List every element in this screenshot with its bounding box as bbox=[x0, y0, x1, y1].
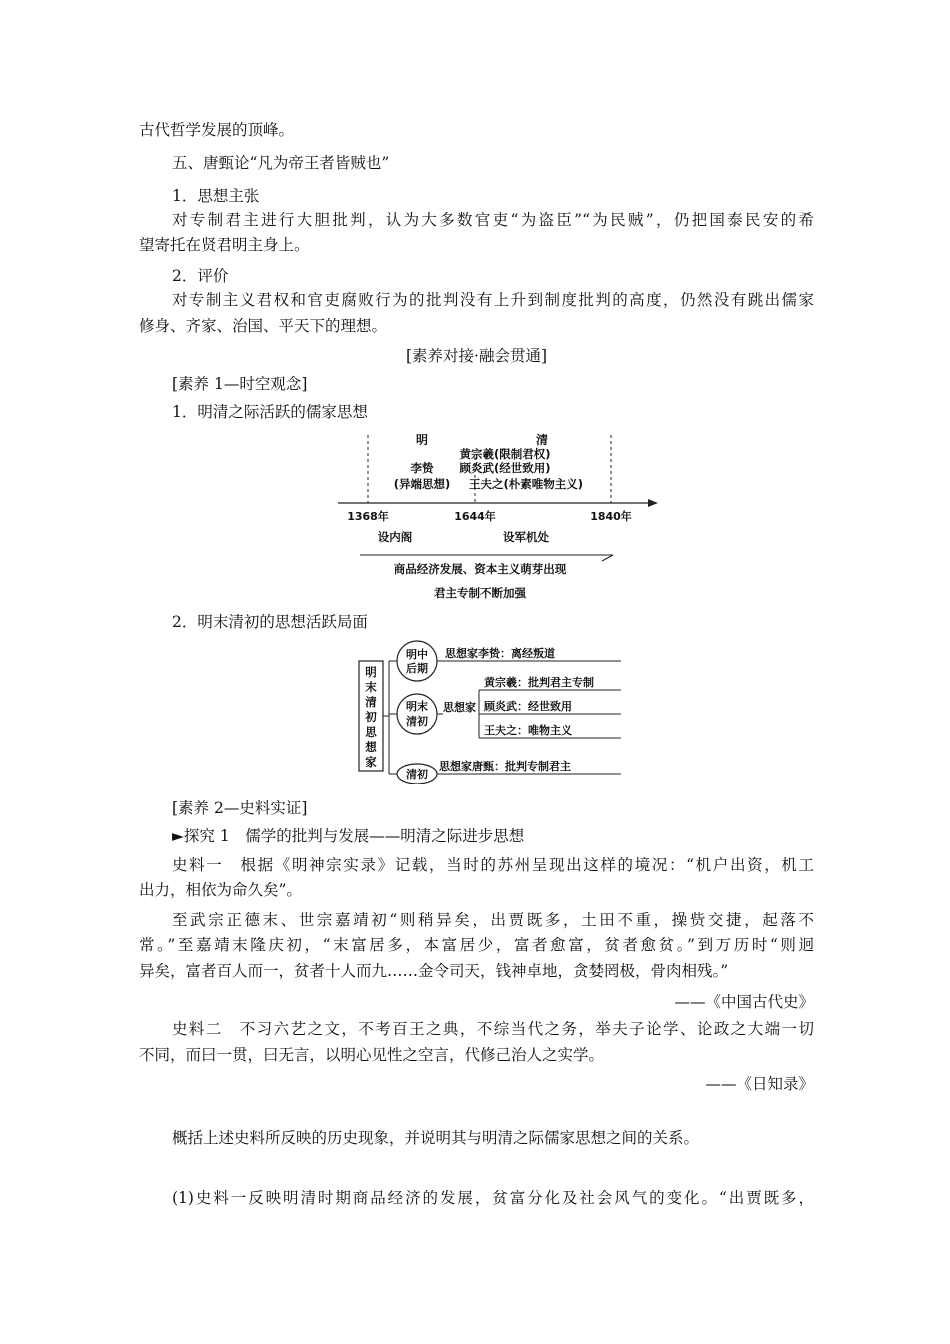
inquiry-heading: ►探究 1 儒学的批判与发展——明清之际进步思想 bbox=[172, 827, 525, 845]
timeline-huang: 黄宗羲(限制君权) bbox=[459, 447, 551, 461]
tree-root-char: 末 bbox=[365, 680, 377, 694]
tree-root-char: 清 bbox=[365, 695, 377, 709]
timeline-junji: 设军机处 bbox=[503, 530, 549, 544]
text-line: 古代哲学发展的顶峰。 bbox=[139, 121, 295, 139]
timeline-gu: 顾炎武(经世致用) bbox=[459, 461, 551, 475]
tree-root-char: 家 bbox=[365, 755, 377, 769]
tree-branch-2-item: 顾炎武：经世致用 bbox=[484, 700, 572, 713]
tree-branch-2-item: 王夫之：唯物主义 bbox=[484, 724, 572, 737]
tree-root-char: 想 bbox=[365, 740, 377, 754]
year-1840: 1840年 bbox=[590, 510, 632, 523]
text-line: 至武宗正德末、世宗嘉靖初“则稍异矣，出贾既多，土田不重，操赀交捷，起落不 bbox=[172, 911, 814, 929]
citation: ——《中国古代史》 bbox=[674, 993, 814, 1011]
citation: ——《日知录》 bbox=[705, 1075, 814, 1093]
tree-branch-1-line1: 明中 bbox=[406, 648, 428, 661]
tree-branch-3-text: 思想家唐甄：批判专制君主 bbox=[439, 760, 571, 773]
tree-branch-2-line1: 明末 bbox=[406, 700, 428, 713]
text-line: 异矣，富者百人而一，贫者十人而九……金令司天，钱神卓地，贪婪罔极，骨肉相残。” bbox=[139, 962, 729, 980]
text-line: 出力，相依为命久矣”。 bbox=[139, 881, 302, 899]
timeline-diagram bbox=[330, 425, 670, 610]
tree-branch-1-text: 思想家李贽：离经叛道 bbox=[445, 647, 555, 660]
year-1644: 1644年 bbox=[454, 510, 496, 523]
tree-branch-3: 清初 bbox=[406, 768, 428, 781]
section-heading: 五、唐甄论“凡为帝王者皆贼也” bbox=[172, 154, 390, 172]
tree-root-char: 初 bbox=[365, 710, 377, 724]
text-line: 不同，而曰一贯，曰无言，以明心见性之空言，代修己治人之实学。 bbox=[139, 1046, 605, 1064]
text-line: 史料一 根据《明神宗实录》记载，当时的苏州呈现出这样的境况：“机户出资，机工 bbox=[172, 856, 814, 874]
timeline-econ: 商品经济发展、资本主义萌芽出现 bbox=[393, 562, 567, 576]
text-line: 修身、齐家、治国、平天下的理想。 bbox=[139, 317, 388, 335]
timeline-li-zhi: 李贽 bbox=[410, 461, 434, 475]
tree-branch-2-label: 思想家 bbox=[443, 701, 476, 714]
timeline-label-ming: 明 bbox=[415, 433, 429, 447]
timeline-label-qing: 清 bbox=[535, 433, 549, 447]
tree-root-char: 思 bbox=[365, 725, 377, 739]
subheading: [素养 1—时空观念] bbox=[172, 375, 308, 393]
subheading: 2．明末清初的思想活跃局面 bbox=[172, 613, 368, 631]
question: 概括上述史料所反映的历史现象，并说明其与明清之际儒家思想之间的关系。 bbox=[172, 1129, 700, 1147]
answer-line: (1)史料一反映明清时期商品经济的发展，贫富分化及社会风气的变化。“出贾既多， bbox=[172, 1189, 814, 1207]
timeline-neige: 设内阁 bbox=[377, 530, 413, 544]
subheading: [素养 2—史料实证] bbox=[172, 799, 308, 817]
section-title: [素养对接·融会贯通] bbox=[405, 347, 548, 365]
tree-branch-2-item: 黄宗羲：批判君主专制 bbox=[484, 676, 594, 689]
text-line: 对专制君主进行大胆批判，认为大多数官吏“为盗臣”“为民贼”，仍把国泰民安的希 bbox=[172, 211, 814, 229]
timeline-autocracy: 君主专制不断加强 bbox=[434, 586, 526, 600]
subheading: 2．评价 bbox=[172, 267, 229, 285]
subheading: 1．思想主张 bbox=[172, 187, 260, 205]
timeline-li-zhi-note: (异端思想) bbox=[393, 477, 451, 491]
text-line: 史料二 不习六艺之文，不考百王之典，不综当代之务，举夫子论学、论政之大端一切 bbox=[172, 1020, 814, 1038]
text-line: 对专制主义君权和官吏腐败行为的批判没有上升到制度批判的高度，仍然没有跳出儒家 bbox=[172, 291, 814, 309]
timeline-wang: 王夫之(朴素唯物主义) bbox=[468, 477, 584, 491]
text-line: 望寄托在贤君明主身上。 bbox=[139, 236, 310, 254]
text-line: 常。”至嘉靖末隆庆初，“末富居多，本富居少，富者愈富，贫者愈贫。”到万历时“则迥 bbox=[139, 936, 814, 954]
tree-root-char: 明 bbox=[365, 665, 377, 679]
tree-branch-1-line2: 后期 bbox=[406, 662, 428, 675]
subheading: 1．明清之际活跃的儒家思想 bbox=[172, 403, 368, 421]
year-1368: 1368年 bbox=[347, 510, 389, 523]
tree-diagram bbox=[355, 634, 645, 784]
tree-branch-2-line2: 清初 bbox=[406, 715, 428, 728]
